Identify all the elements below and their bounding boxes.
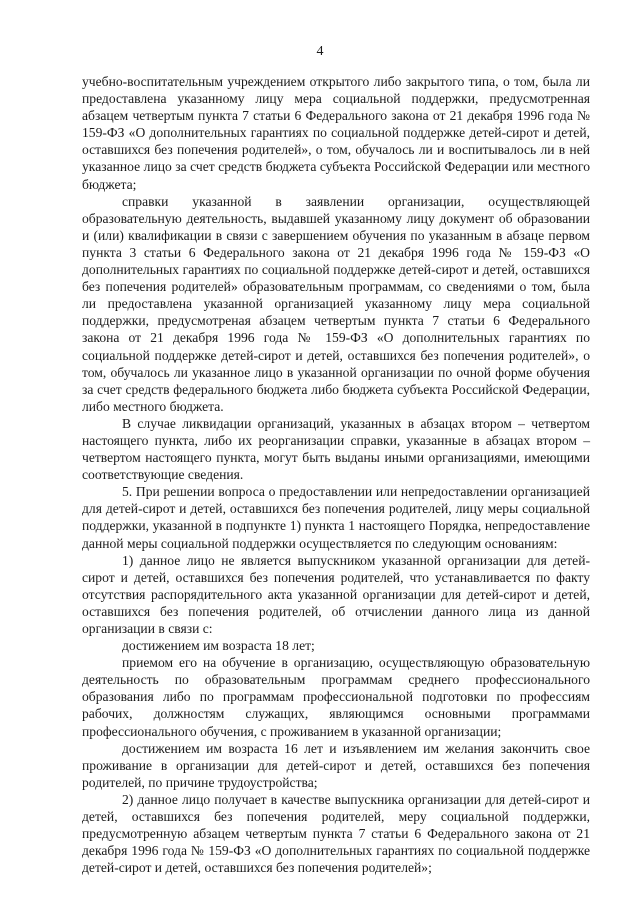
paragraph: приемом его на обучение в организацию, осуществляющую образовательную деятельность по образовательным программам среднего профессионального образования либо по программам профессиональной подготовки по профессиям рабочих, должностям служащих, являющимся основными программами профессионального обучения, с проживанием в указанной организации; [82,655,590,739]
page-number: 4 [316,44,324,59]
paragraph-subitem-2: 2) данное лицо получает в качестве выпускника организации для детей-сирот и детей, оставшихся без попечения родителей, меру социальной поддержки, предусмотренную абзацем четвертым пункта 7 статьи 6 Федерального закона от 21 декабря 1996 года № 159-ФЗ «О дополнительных гарантиях по социальной поддержке детей-сирот и детей, оставшихся без попечения родителей»; [82,791,590,876]
paragraph: справки указанной в заявлении организации, осуществляющей образовательную деятельность, выдавшей указанному лицу документ об образовании и (или) квалификации в связи с завершением обучения по указанным в абзаце первом пункта 3 статьи 6 Федерального закона от 21 декабря 1996 года № 159-ФЗ «О дополнительных гарантиях по социальной поддержке детей-сирот и детей, оставшихся без попечения родителей» образовательным программам, со сведениями о том, была ли предоставлена указанной организацией указанному лицу мера социальной поддержки, предусмотреная абзацем четвертым пункта 7 статьи 6 Федерального закона от 21 декабря 1996 года № 159-ФЗ «О дополнительных гарантиях по социальной поддержке детей-сирот и детей, оставшихся без попечения родителей», о том, обучалось ли указанное лицо в указанной организации по очной форме обучения за счет средств федерального бюджета либо бюджета субъекта Российской Федерации, либо местного бюджета. [82,193,590,414]
paragraph-subitem-1: 1) данное лицо не является выпускником указанной организации для детей-сирот и детей, оставшихся без попечения родителей, что устанавливается по факту отсутствия распорядительного акта указанной организации для детей-сирот и детей, оставшихся без попечения родителей, об отчислении данного лица из данной организации в связи с: [82,552,590,636]
paragraph: достижением им возраста 16 лет и изъявлением им желания закончить свое проживание в организации для детей-сирот и детей, оставшихся без попечения родителей, по причине трудоустройства; [82,740,590,790]
paragraph: достижением им возраста 18 лет; [122,638,315,654]
paragraph: В случае ликвидации организаций, указанных в абзацах втором – четвертом настоящего пункта, либо их реорганизации справки, указанные в абзацах втором – четвертом настоящего пункта, могут быть выданы иными организациями, имеющими соответствующие сведения. [82,415,590,483]
paragraph-item-5: 5. При решении вопроса о предоставлении или непредоставлении организацией для детей-сирот и детей, оставшихся без попечения родителей, лицу меры социальной поддержки, указанной в подпункте 1) пункта 1 настоящего Порядка, непредоставление данной меры социальной поддержки осуществляется по следующим основаниям: [82,484,590,551]
paragraph-continued: учебно-воспитательным учреждением открытого либо закрытого типа, о том, была ли предоставлена указанному лицу мера социальной поддержки, предусмотренная абзацем четвертым пункта 7 статьи 6 Федерального закона от 21 декабря 1996 года № 159-ФЗ «О дополнительных гарантиях по социальной поддержке детей-сирот и детей, оставшихся без попечения родителей», о том, обучалось ли и воспитывалось ли в ней указанное лицо за счет средств бюджета субъекта Российской Федерации или местного бюджета; [82,74,590,192]
document-body [82,73,590,876]
